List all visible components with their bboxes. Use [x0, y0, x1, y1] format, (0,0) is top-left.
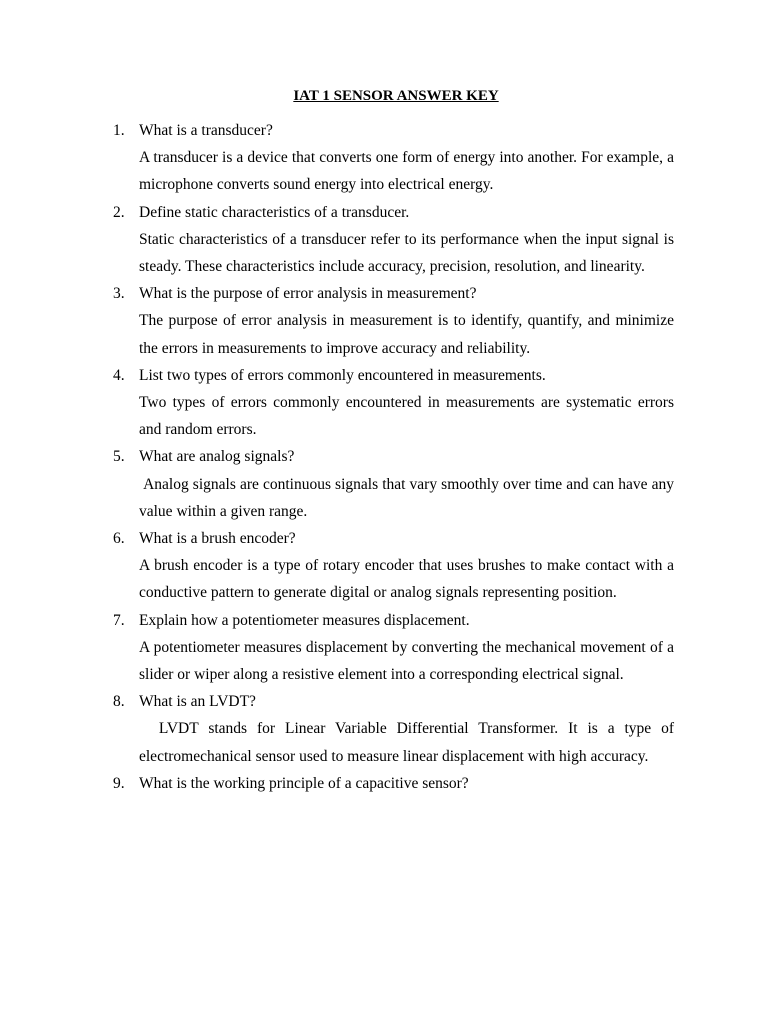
question-number: 4. — [113, 366, 125, 384]
question-item-9 — [113, 770, 674, 797]
question-item-7 — [113, 607, 674, 689]
answer-text: Static characteristics of a transducer refer to its performance when the input signal is steady. These characteristics include accuracy, precision, resolution, and linearity. — [139, 230, 674, 276]
answer-text: A potentiometer measures displacement by converting the mechanical movement of a slider or wiper along a resistive element into a corresponding electrical signal. — [139, 638, 674, 684]
answer-text: Two types of errors commonly encountered in measurements are systematic errors and random errors. — [139, 394, 674, 439]
question-number: 7. — [113, 611, 125, 629]
question-item-1 — [113, 117, 674, 199]
question-item-5 — [113, 443, 674, 525]
question-number: 6. — [113, 530, 125, 548]
question-item-2 — [113, 199, 674, 281]
question-text: What is the purpose of error analysis in measurement? — [139, 285, 477, 303]
question-number: 3. — [113, 285, 125, 303]
question-text: What is an LVDT? — [139, 693, 256, 711]
answer-text: LVDT stands for Linear Variable Differential Transformer. It is a type of electromechanical sensor used to measure linear displacement with high accuracy. — [139, 720, 674, 765]
question-item-4 — [113, 362, 674, 444]
answer-text: The purpose of error analysis in measurement is to identify, quantify, and minimize the errors in measurements to improve accuracy and reliability. — [139, 312, 674, 357]
answer-text: A brush encoder is a type of rotary encoder that uses brushes to make contact with a conductive pattern to generate digital or analog signals representing position. — [139, 557, 674, 602]
question-item-8 — [113, 688, 674, 770]
question-item-6 — [113, 525, 674, 607]
question-number: 5. — [113, 448, 125, 466]
question-list — [113, 117, 674, 797]
question-text: What is the working principle of a capacitive sensor? — [139, 774, 469, 792]
question-text: What is a transducer? — [139, 122, 273, 139]
question-number: 9. — [113, 774, 125, 792]
question-text: What is a brush encoder? — [139, 530, 296, 548]
question-text: What are analog signals? — [139, 448, 295, 466]
answer-text: Analog signals are continuous signals that vary smoothly over time and can have any value within a given range. — [139, 475, 674, 520]
question-text: Define static characteristics of a transducer. — [139, 203, 410, 221]
document-title: IAT 1 SENSOR ANSWER KEY — [293, 88, 499, 104]
question-text: Explain how a potentiometer measures displacement. — [139, 611, 470, 629]
question-number: 8. — [113, 693, 125, 711]
question-text: List two types of errors commonly encountered in measurements. — [139, 366, 546, 384]
question-item-3 — [113, 280, 674, 362]
question-number: 1. — [113, 122, 125, 139]
question-number: 2. — [113, 203, 125, 221]
answer-text: A transducer is a device that converts one form of energy into another. For example, a microphone converts sound energy into electrical energy. — [139, 149, 674, 194]
